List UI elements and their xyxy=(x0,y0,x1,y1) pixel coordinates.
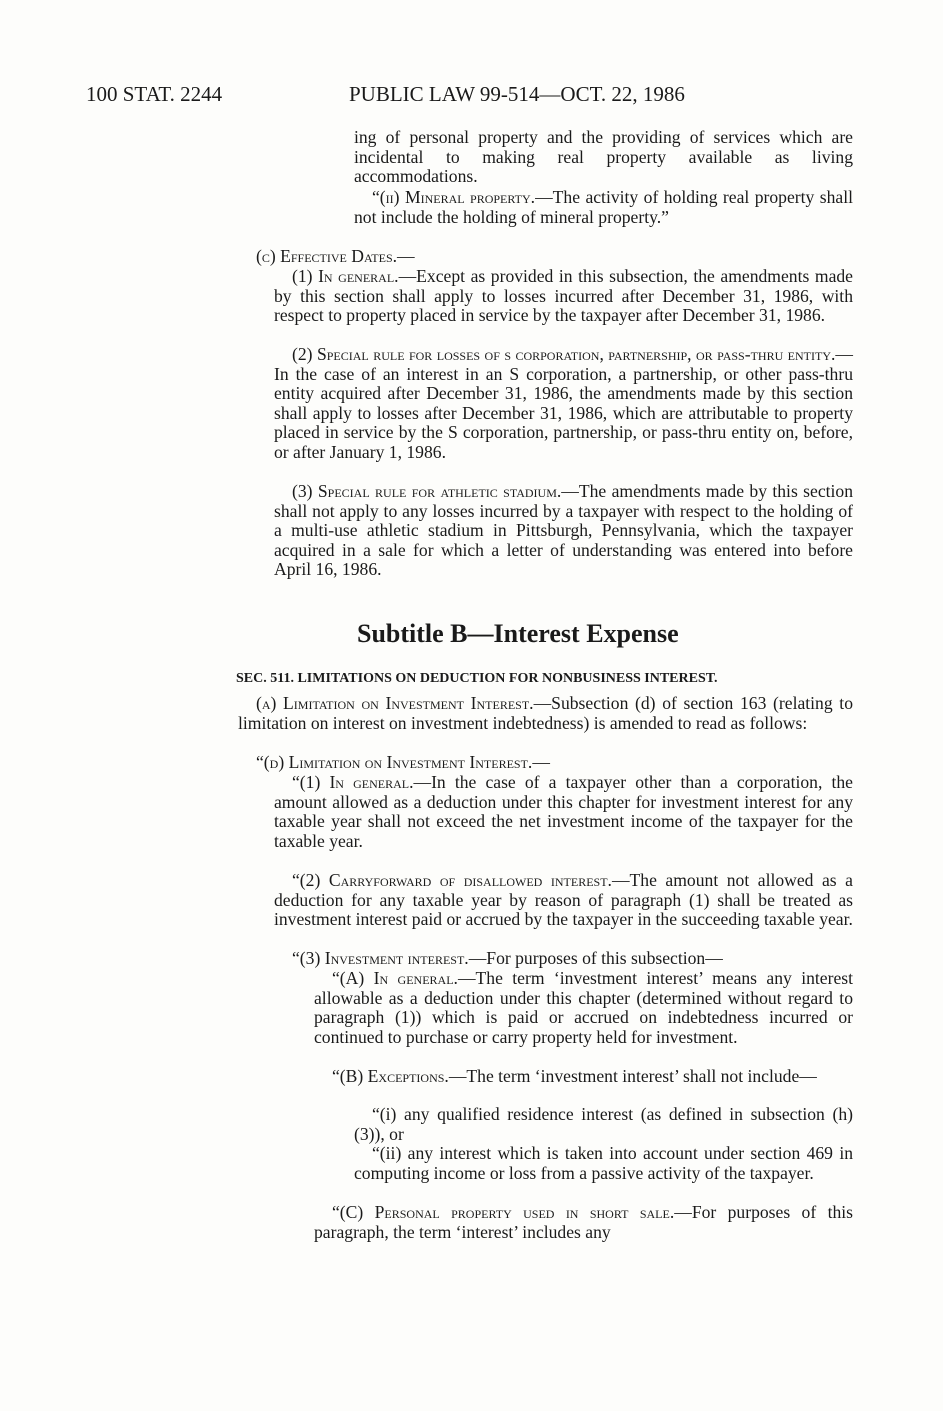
running-header: PUBLIC LAW 99-514—OCT. 22, 1986 xyxy=(349,82,685,106)
paragraph: “(C) Personal property used in short sale.—For purposes of this paragraph, the term ‘interest’ includes any xyxy=(314,1202,853,1242)
paragraph-heading: “(d) Limitation on Investment Interest.— xyxy=(256,752,550,772)
subtitle-heading: Subtitle B—Interest Expense xyxy=(357,619,679,648)
paragraph: (a) Limitation on Investment Interest.—Subsection (d) of section 163 (relating to limitation on interest on investment indebtedness) is amended to read as follows: xyxy=(238,693,853,733)
page-citation: 100 STAT. 2244 xyxy=(86,82,223,106)
paragraph: (3) Special rule for athletic stadium.—The amendments made by this section shall not apply to any losses incurred by a taxpayer with respect to the holding of a multi-use athletic stadium in Pittsburgh, Pennsylvania, which the taxpayer acquired in a sale for which a letter of understanding was entered into before April 16, 1986. xyxy=(274,481,853,580)
paragraph: “(1) In general.—In the case of a taxpayer other than a corporation, the amount allowed as a deduction under this chapter for investment interest for any taxable year shall not exceed the net investment income of the taxpayer for the taxable year. xyxy=(274,772,853,851)
paragraph: “(A) In general.—The term ‘investment interest’ means any interest allowable as a deduction under this chapter (determined without regard to paragraph (1)) which is paid or accrued on indebtedness incurred or continued to purchase or carry property held for investment. xyxy=(314,968,853,1047)
paragraph: “(3) Investment interest.—For purposes of this subsection— xyxy=(292,948,723,968)
paragraph: “(2) Carryforward of disallowed interest.—The amount not allowed as a deduction for any taxable year by reason of paragraph (1) shall be treated as investment interest paid or accrued by the taxpayer in the succeeding taxable year. xyxy=(274,870,853,930)
paragraph-heading: (c) Effective Dates.— xyxy=(256,246,415,266)
paragraph: (2) Special rule for losses of s corporation, partnership, or pass-thru entity.—In the case of an interest in an S corporation, a partnership, or other pass-thru entity acquired after December 31, 1986, the amendments made by this section shall apply to losses after December 31, 1986, which are attributable to property placed in service by the S corporation, partnership, or pass-thru entity on, before, or after January 1, 1986. xyxy=(274,344,853,462)
section-heading: SEC. 511. LIMITATIONS ON DEDUCTION FOR NONBUSINESS INTEREST. xyxy=(236,671,718,686)
paragraph: “(ii) Mineral property.—The activity of holding real property shall not include the holding of mineral property.” xyxy=(354,187,853,227)
paragraph: ing of personal property and the providing of services which are incidental to making real property available as living accommodations. xyxy=(354,127,853,187)
paragraph: “(i) any qualified residence interest (as defined in subsection (h)(3)), or xyxy=(354,1104,853,1144)
paragraph: “(ii) any interest which is taken into account under section 469 in computing income or loss from a passive activity of the taxpayer. xyxy=(354,1143,853,1183)
paragraph: “(B) Exceptions.—The term ‘investment interest’ shall not include— xyxy=(332,1066,817,1086)
paragraph: (1) In general.—Except as provided in this subsection, the amendments made by this section shall apply to losses incurred after December 31, 1986, with respect to property placed in service by the taxpayer after December 31, 1986. xyxy=(274,266,853,326)
